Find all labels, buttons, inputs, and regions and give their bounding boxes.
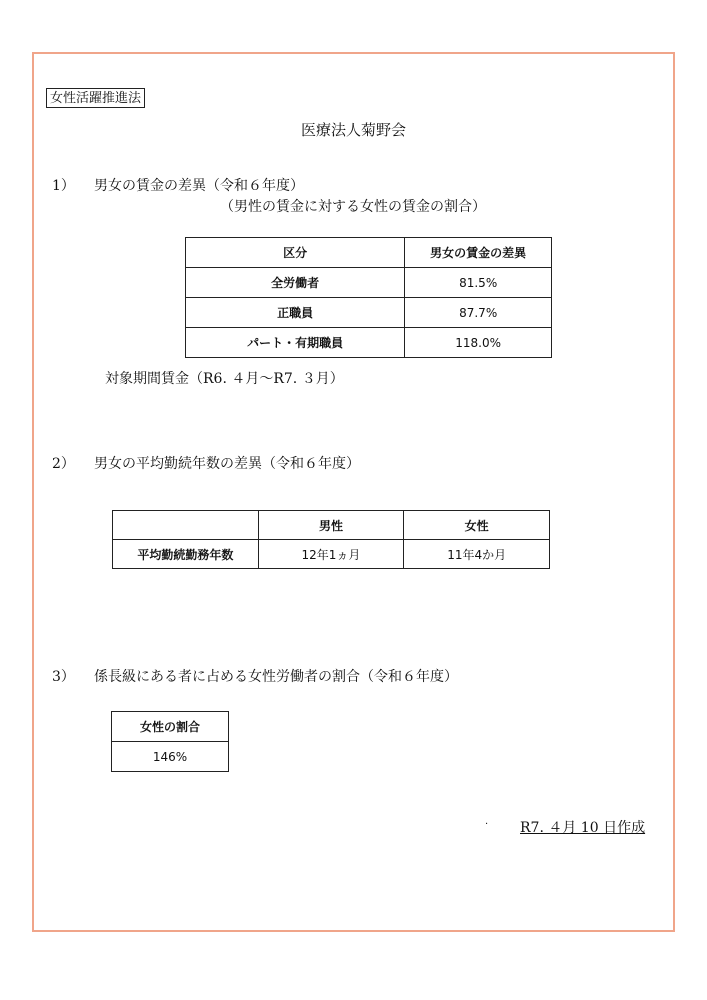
female-ratio-value: 146% <box>112 742 229 772</box>
tenure-table <box>112 510 550 569</box>
table-row <box>186 268 552 298</box>
table-header-row <box>186 238 552 268</box>
row-label-part-time: パート・有期職員 <box>186 328 405 358</box>
section2-number: 2） <box>52 456 75 472</box>
section1-heading <box>52 175 304 195</box>
section3-heading <box>52 666 458 686</box>
row-label-regular-staff: 正職員 <box>186 298 405 328</box>
header-female: 女性 <box>404 511 550 540</box>
female-ratio-table <box>111 711 229 772</box>
section1-number: 1） <box>52 178 75 194</box>
table-header-row <box>112 712 229 742</box>
header-male: 男性 <box>258 511 404 540</box>
section3-number: 3） <box>52 669 75 685</box>
row-value-part-time: 118.0% <box>405 328 552 358</box>
created-date: R7. ４月 10 日作成 <box>520 820 646 836</box>
row-value-all-workers: 81.5% <box>405 268 552 298</box>
row-label-tenure: 平均勤続勤務年数 <box>113 540 259 569</box>
period-note: 対象期間賃金（R6. ４月～R7. ３月） <box>105 371 344 387</box>
row-value-regular-staff: 87.7% <box>405 298 552 328</box>
tenure-female-value: 11年4か月 <box>404 540 550 569</box>
section1-subtitle: （男性の賃金に対する女性の賃金の割合） <box>220 199 486 215</box>
tenure-male-value: 12年1ヵ月 <box>258 540 404 569</box>
table-row <box>112 742 229 772</box>
law-tag: 女性活躍推進法 <box>46 88 145 108</box>
section2-title: 男女の平均勤続年数の差異（令和６年度） <box>94 456 360 472</box>
organization-name: 医療法人菊野会 <box>300 121 406 139</box>
header-wage-gap: 男女の賃金の差異 <box>405 238 552 268</box>
stray-mark: · <box>485 819 489 830</box>
table-row <box>186 298 552 328</box>
table-row <box>186 328 552 358</box>
wage-gap-table <box>185 237 552 358</box>
header-female-ratio: 女性の割合 <box>112 712 229 742</box>
section1-title: 男女の賃金の差異（令和６年度） <box>94 178 304 194</box>
section3-title: 係長級にある者に占める女性労働者の割合（令和６年度） <box>94 669 458 685</box>
header-empty <box>113 511 259 540</box>
table-row <box>113 540 550 569</box>
row-label-all-workers: 全労働者 <box>186 268 405 298</box>
section2-heading <box>52 453 360 473</box>
table-header-row <box>113 511 550 540</box>
header-category: 区分 <box>186 238 405 268</box>
